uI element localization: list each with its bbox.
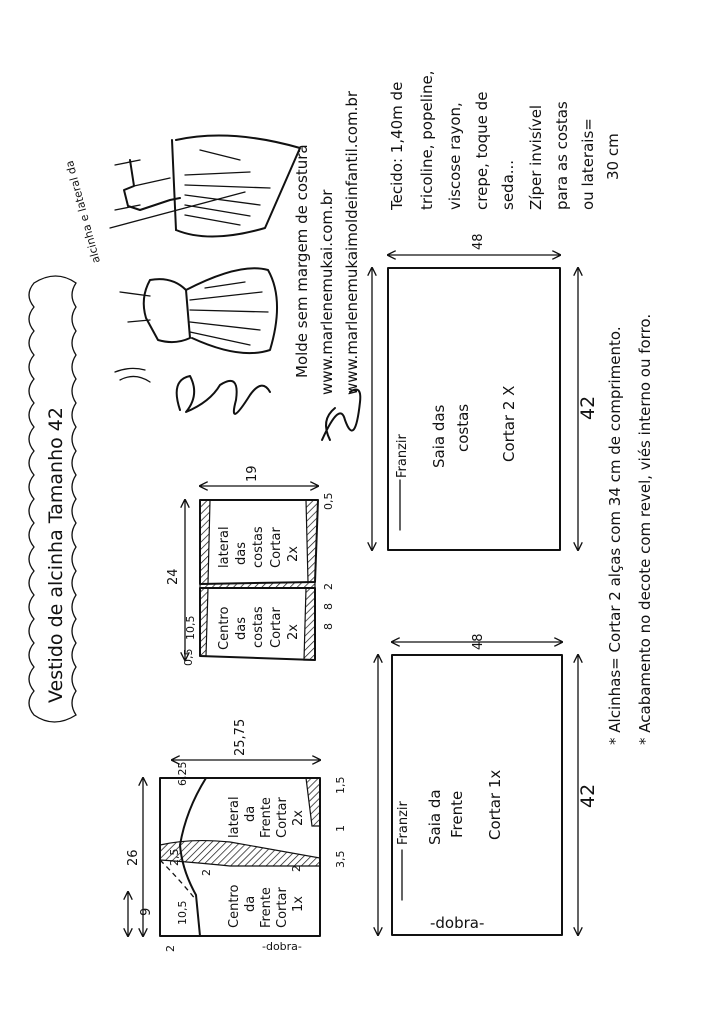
skirt-front-outline [392,655,562,935]
website-2: www.marlenemukaimoldeinfantil.com.br [343,90,361,395]
fabric-line-5: seda... [499,159,517,210]
fabric-line-6: Zíper invisível [527,104,545,210]
dress-illustration-front [115,268,277,382]
front-center-label-5: 1x [291,896,306,912]
front-side-label-4: Cortar [275,797,290,838]
front-dim-9: 9 [139,907,154,916]
title-block [29,276,76,722]
fabric-line-8: ou laterais= [579,118,597,210]
skirt-front-piece [378,633,599,935]
skirt-front-gather: Franzir [396,801,411,845]
back-dim-05a: 0,5 [322,492,335,510]
back-side-label-3: costas [251,526,266,568]
back-dim-105: 10,5 [184,615,197,640]
front-side-label-3: Frente [259,797,274,838]
back-dim-2: 2 [322,583,335,590]
fabric-info [388,70,622,211]
front-dim-width: 26 [126,849,141,866]
info-vertical [293,90,361,395]
front-center-label-2: da [243,895,258,912]
website-1: www.marlenemukai.com.br [318,189,336,395]
back-dim-05b: 0,5 [182,648,195,666]
front-center-label-4: Cortar [275,887,290,928]
bodice-front-piece [126,719,347,953]
front-dim-right1: 1,5 [334,776,347,794]
fabric-line-4: crepe, toque de [473,91,491,210]
front-dim-right3: 3,5 [334,850,347,868]
front-fold: -dobra- [262,940,302,953]
fabric-line-3: viscose rayon, [446,102,464,210]
note-finish: * Acabamento no decote com revel, viés interno ou forro. [636,313,654,745]
back-side-label-2: das [234,542,249,565]
front-dim-2a: 2 [200,869,213,876]
front-dim-right2: 1 [334,825,347,832]
front-dim-25: 2,5 [168,848,181,866]
skirt-front-label-3: Cortar 1x [486,769,504,840]
front-center-label-3: Frente [259,887,274,928]
front-side-label-1: lateral [227,796,242,838]
skirt-front-label-2: Frente [448,790,466,838]
back-side-label-4: Cortar [269,527,284,568]
skirt-back-dim-len: 48 [471,233,486,250]
skirt-back-outline [388,268,560,550]
front-dim-top: 6,25 [176,761,189,786]
front-center-label-1: Centro [227,884,242,928]
seam-note: Molde sem margem de costura [293,144,311,378]
skirt-back-gather: Franzir [395,434,410,478]
dress-illustration-back [110,136,300,237]
skirt-back-dim-w: 42 [577,395,599,420]
fabric-line-2: tricoline, popeline, [418,70,436,210]
back-center-label-5: 2x [286,624,301,640]
skirt-front-fold: -dobra- [430,914,485,932]
back-center-label-2: das [234,617,249,640]
skirt-back-label-1: Saia das [430,404,448,468]
fabric-line-1: Tecido: 1,40m de [388,81,406,210]
front-side-label-5: 2x [291,810,306,826]
front-dim-2c: 2 [290,865,303,872]
fabric-line-7: para as costas [553,101,571,210]
skirt-front-dim-len: 48 [471,633,486,650]
bodice-back-piece [166,465,335,666]
skirt-front-label-1: Saia da [426,789,444,845]
front-dim-height: 25,75 [233,718,248,756]
skirt-back-label-3: Cortar 2 X [500,385,518,462]
back-side-label-5: 2x [286,546,301,562]
back-center-label-4: Cortar [269,607,284,648]
back-center-label-3: costas [251,606,266,648]
front-side-label-2: da [243,805,258,822]
skirt-back-piece [372,233,599,550]
page-title: Vestido de alcinha Tamanho 42 [45,407,67,703]
back-dim-8b: 8 [322,623,335,630]
illustration-label: alcinha e lateral da [62,159,103,265]
note-straps: * Alcinhas= Cortar 2 alças com 34 cm de comprimento. [606,326,624,745]
skirt-back-label-2: costas [454,403,472,452]
back-side-label-1: lateral [217,526,232,568]
back-center-label-1: Centro [217,606,232,650]
back-dim-8a: 8 [322,603,335,610]
back-dim-width: 24 [166,568,181,585]
fabric-line-9: 30 cm [604,133,622,180]
front-dim-105: 10,5 [176,900,189,925]
skirt-front-dim-w: 42 [577,783,599,808]
front-dim-2b: 2 [164,945,177,952]
back-dim-19: 19 [245,465,260,482]
